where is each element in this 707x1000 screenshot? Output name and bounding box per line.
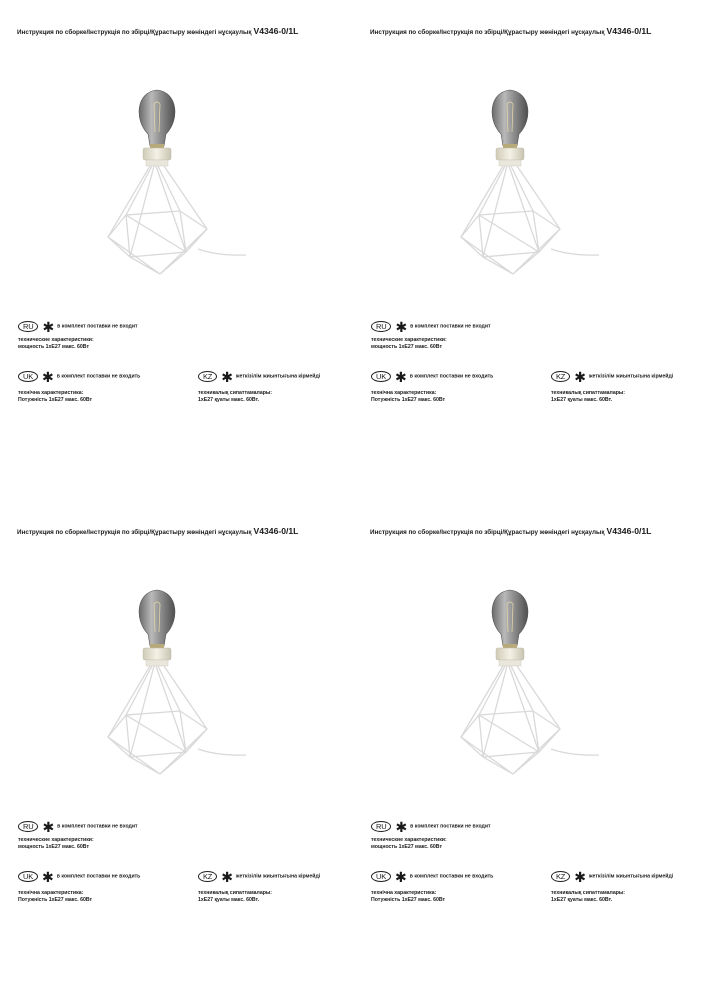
ru-note: RU ✱ в комплект поставки не входит [371,821,491,832]
ru-badge: RU [18,821,38,832]
asterisk-icon: ✱ [42,318,55,335]
asterisk-icon: ✱ [574,368,586,385]
asterisk-icon: ✱ [574,868,586,885]
uk-badge: UK [18,871,38,882]
kz-badge: KZ [551,371,570,382]
kz-note: KZ ✱ жеткізілім жиынтығына кірмейді [198,871,320,882]
uk-note: UK ✱ в комплект поставки не входить [18,371,140,382]
instruction-panel-top-right [353,0,706,500]
document-title: Инструкция по сборке/Інструкція по збірці/Құрастыру жөніндегі нұсқаулық V4346-0/1L [17,526,299,536]
lamp-image [451,84,611,280]
document-title: Инструкция по сборке/Інструкція по збірці/Құрастыру жөніндегі нұсқаулық V4346-0/1L [370,26,652,36]
ru-spec: технические характеристики: мощность 1xE27 макс. 60Вт [18,337,94,350]
kz-note: KZ ✱ жеткізілім жиынтығына кірмейді [198,371,320,382]
kz-badge: KZ [198,371,217,382]
asterisk-icon: ✱ [221,368,233,385]
lamp-image [98,84,258,280]
uk-badge: UK [18,371,38,382]
asterisk-icon: ✱ [42,818,55,835]
asterisk-icon: ✱ [42,368,54,385]
instruction-panel-bottom-left [0,500,353,1000]
ru-note: RU ✱ в комплект поставки не входит [18,321,138,332]
kz-spec: техникалық сипаттамалары: 1xE27 қуаты макс. 60Вт. [198,390,273,403]
ru-badge: RU [371,821,391,832]
asterisk-icon: ✱ [395,318,408,335]
asterisk-icon: ✱ [395,818,408,835]
ru-note: RU ✱ в комплект поставки не входит [18,821,138,832]
model-number: V4346-0/1L [606,26,652,36]
ru-spec: технические характеристики: мощность 1xE27 макс. 60Вт [371,837,447,850]
asterisk-icon: ✱ [221,868,233,885]
uk-badge: UK [371,871,391,882]
kz-note: KZ ✱ жеткізілім жиынтығына кірмейді [551,371,673,382]
uk-spec: технічна характеристика: Потужність 1xE27 макс. 60Вт [18,890,93,903]
kz-badge: KZ [198,871,217,882]
ru-spec: технические характеристики: мощность 1xE27 макс. 60Вт [18,837,94,850]
kz-note: KZ ✱ жеткізілім жиынтығына кірмейді [551,871,673,882]
kz-spec: техникалық сипаттамалары: 1xE27 қуаты макс. 60Вт. [551,890,626,903]
uk-note: UK ✱ в комплект поставки не входить [18,871,140,882]
uk-badge: UK [371,371,391,382]
ru-spec: технические характеристики: мощность 1xE27 макс. 60Вт [371,337,447,350]
model-number: V4346-0/1L [253,526,299,536]
ru-badge: RU [18,321,38,332]
asterisk-icon: ✱ [395,368,407,385]
asterisk-icon: ✱ [395,868,407,885]
uk-note: UK ✱ в комплект поставки не входить [371,371,493,382]
asterisk-icon: ✱ [42,868,54,885]
ru-note: RU ✱ в комплект поставки не входит [371,321,491,332]
kz-badge: KZ [551,871,570,882]
document-title: Инструкция по сборке/Інструкція по збірці/Құрастыру жөніндегі нұсқаулық V4346-0/1L [370,526,652,536]
ru-badge: RU [371,321,391,332]
model-number: V4346-0/1L [253,26,299,36]
uk-spec: технічна характеристика: Потужність 1xE27 макс. 60Вт [371,390,446,403]
kz-spec: техникалық сипаттамалары: 1xE27 қуаты макс. 60Вт. [551,390,626,403]
model-number: V4346-0/1L [606,526,652,536]
instruction-panel-bottom-right [353,500,706,1000]
uk-spec: технічна характеристика: Потужність 1xE27 макс. 60Вт [18,390,93,403]
instruction-panel-top-left [0,0,353,500]
document-title: Инструкция по сборке/Інструкція по збірці/Құрастыру жөніндегі нұсқаулық V4346-0/1L [17,26,299,36]
lamp-image [451,584,611,780]
lamp-image [98,584,258,780]
uk-spec: технічна характеристика: Потужність 1xE27 макс. 60Вт [371,890,446,903]
kz-spec: техникалық сипаттамалары: 1xE27 қуаты макс. 60Вт. [198,890,273,903]
uk-note: UK ✱ в комплект поставки не входить [371,871,493,882]
